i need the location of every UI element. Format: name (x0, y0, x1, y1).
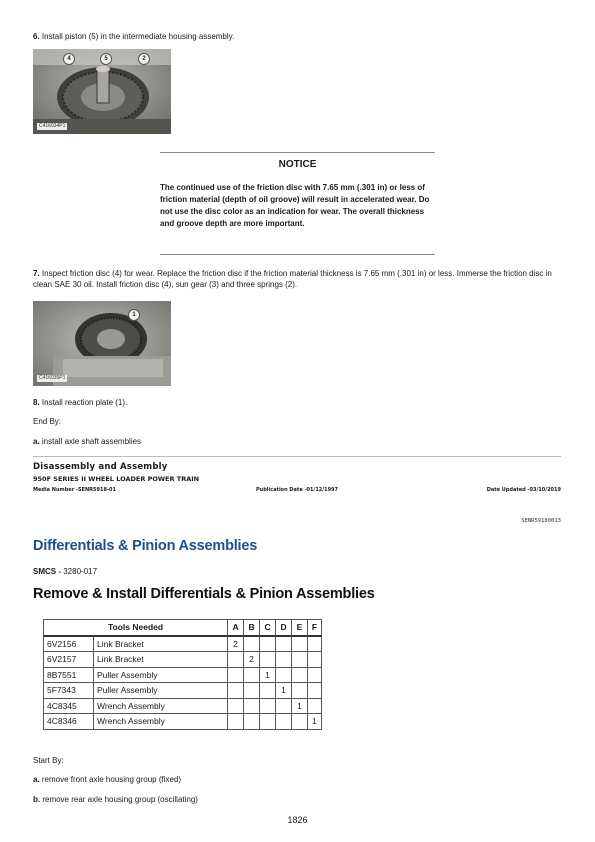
step-number: 7. (33, 269, 40, 278)
table-row (44, 683, 322, 699)
quantity-cell (308, 698, 322, 714)
photo-piston-install (33, 49, 171, 134)
quantity-cell (228, 683, 244, 699)
col-a: A (228, 620, 244, 636)
start-by-item (33, 794, 198, 805)
quantity-cell: 1 (260, 667, 276, 683)
manual-subtitle: 950F SERIES II WHEEL LOADER POWER TRAIN (33, 475, 200, 483)
manual-title: Disassembly and Assembly (33, 462, 168, 472)
quantity-cell (244, 683, 260, 699)
smcs-value: 3280-017 (63, 567, 98, 576)
col-b: B (244, 620, 260, 636)
tools-needed-table (43, 619, 322, 730)
quantity-cell (244, 636, 260, 652)
part-number: 6V2156 (44, 636, 94, 652)
item-letter: b. (33, 795, 41, 804)
step-text: Install reaction plate (1). (39, 398, 128, 407)
table-row (44, 652, 322, 668)
quantity-cell (260, 698, 276, 714)
quantity-cell (244, 667, 260, 683)
table-row (44, 698, 322, 714)
col-d: D (276, 620, 292, 636)
start-by-label: Start By: (33, 756, 64, 765)
end-by-item (33, 436, 141, 447)
col-e: E (292, 620, 308, 636)
quantity-cell (228, 714, 244, 730)
photo-friction-disc-image (33, 301, 171, 386)
col-c: C (260, 620, 276, 636)
callout-5: 5 (100, 53, 112, 65)
tool-name: Link Bracket (94, 652, 228, 668)
tool-name: Wrench Assembly (94, 714, 228, 730)
item-letter: a. (33, 437, 40, 446)
step-7 (33, 268, 561, 290)
quantity-cell (276, 667, 292, 683)
quantity-cell (292, 667, 308, 683)
notice-title: NOTICE (278, 159, 317, 170)
quantity-cell (308, 683, 322, 699)
quantity-cell (276, 714, 292, 730)
quantity-cell (260, 714, 276, 730)
quantity-cell (292, 683, 308, 699)
step-number: 8. (33, 398, 40, 407)
quantity-cell (276, 652, 292, 668)
section-divider (33, 456, 561, 457)
step-6 (33, 31, 563, 42)
quantity-cell (308, 652, 322, 668)
part-number: 6V2157 (44, 652, 94, 668)
item-text: install axle shaft assemblies (39, 437, 142, 446)
item-text: remove rear axle housing group (oscillating) (40, 795, 198, 804)
media-number: Media Number -SENR5918-01 (33, 487, 116, 493)
part-number: 4C8345 (44, 698, 94, 714)
photo-friction-disc (33, 301, 171, 386)
tool-name: Link Bracket (94, 636, 228, 652)
quantity-cell (276, 636, 292, 652)
quantity-cell: 1 (292, 698, 308, 714)
table-row (44, 667, 322, 683)
date-updated: Date Updated -03/10/2019 (486, 487, 561, 493)
step-text: Inspect friction disc (4) for wear. Replace the friction disc if the friction material thickness is 7.65 mm (.301 in) or less. Immerse the friction disc in clean SAE 30 oil. Install friction disc (4), sun gear (3) and three springs (2). (33, 269, 552, 289)
quantity-cell (292, 636, 308, 652)
callout-4: 4 (63, 53, 75, 65)
quantity-cell (308, 636, 322, 652)
photo-tag: C416035P1 (39, 375, 66, 381)
quantity-cell (292, 714, 308, 730)
table-header-row (44, 620, 322, 636)
table-row (44, 636, 322, 652)
step-number: 6. (33, 32, 40, 41)
quantity-cell (276, 698, 292, 714)
tool-name: Puller Assembly (94, 667, 228, 683)
start-by-item (33, 774, 181, 785)
part-number: 4C8346 (44, 714, 94, 730)
quantity-cell (228, 698, 244, 714)
item-letter: a. (33, 775, 40, 784)
tool-name: Wrench Assembly (94, 698, 228, 714)
col-f: F (308, 620, 322, 636)
quantity-cell: 1 (308, 714, 322, 730)
quantity-cell (228, 652, 244, 668)
notice-rule-top (160, 152, 435, 153)
page-number: 1826 (287, 815, 308, 825)
quantity-cell: 2 (244, 652, 260, 668)
quantity-cell (244, 714, 260, 730)
part-number: 8B7551 (44, 667, 94, 683)
notice-rule-bottom (160, 254, 435, 255)
tool-name: Puller Assembly (94, 683, 228, 699)
document-id: SENR59180013 (521, 518, 561, 524)
step-8 (33, 397, 561, 408)
section-title: Differentials & Pinion Assemblies (33, 538, 258, 554)
quantity-cell (244, 698, 260, 714)
quantity-cell: 1 (276, 683, 292, 699)
end-by-label: End By: (33, 417, 62, 426)
step-text: Install piston (5) in the intermediate housing assembly. (39, 32, 235, 41)
quantity-cell (308, 667, 322, 683)
table-row (44, 714, 322, 730)
part-number: 5F7343 (44, 683, 94, 699)
col-tools-needed: Tools Needed (44, 620, 228, 636)
procedure-title: Remove & Install Differentials & Pinion Assemblies (33, 586, 375, 602)
quantity-cell (260, 652, 276, 668)
quantity-cell (228, 667, 244, 683)
callout-2: 2 (138, 53, 150, 65)
notice-body: The continued use of the friction disc with 7.65 mm (.301 in) or less of friction material (depth of oil groove) will result in accelerated wear. Do not use the disc color as an indication for wear. The overall thickness and groove depth are more important. (160, 183, 430, 228)
smcs-label: SMCS - (33, 567, 64, 576)
smcs-code (33, 566, 97, 577)
item-text: remove front axle housing group (fixed) (39, 775, 182, 784)
quantity-cell: 2 (228, 636, 244, 652)
quantity-cell (260, 683, 276, 699)
photo-tag: C416034P1 (39, 123, 66, 129)
quantity-cell (292, 652, 308, 668)
quantity-cell (260, 636, 276, 652)
callout-1: 1 (128, 309, 140, 321)
publication-date: Publication Date -01/12/1997 (256, 487, 339, 493)
